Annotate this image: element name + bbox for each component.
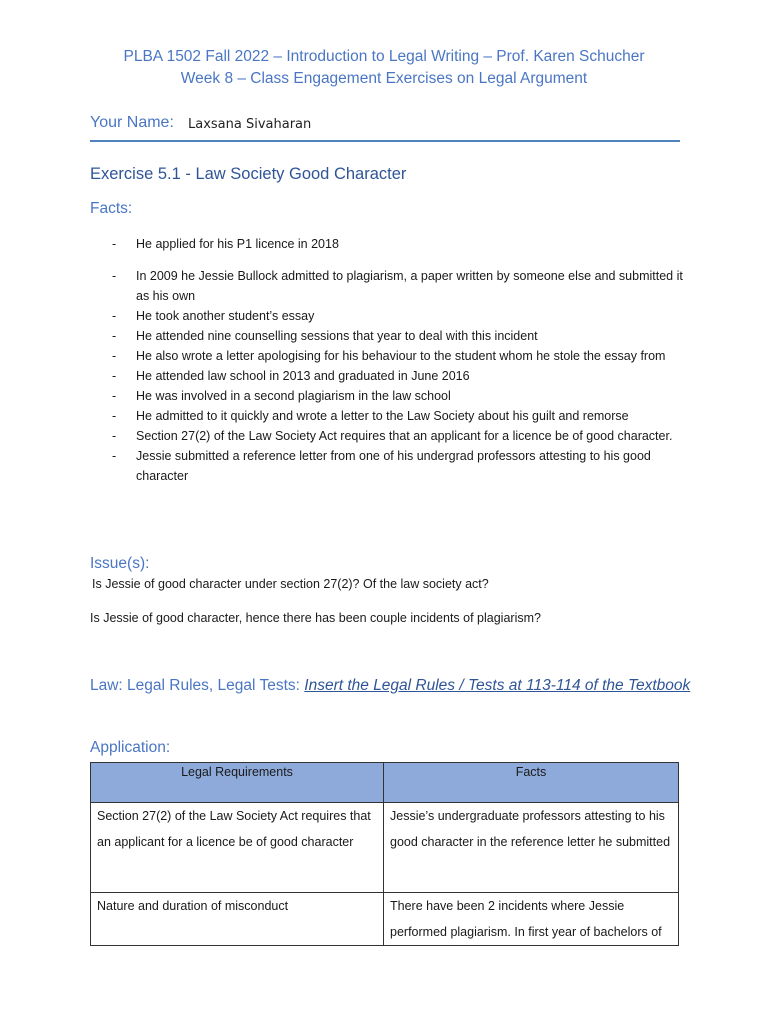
fact-item: - He applied for his P1 licence in 2018 (112, 234, 692, 254)
name-row (90, 114, 680, 142)
table-cell: Nature and duration of misconduct (91, 893, 384, 946)
issue-text-1: Is Jessie of good character under section 27(2)? Of the law society act? (92, 577, 489, 591)
application-table (90, 762, 679, 946)
fact-item: - He admitted to it quickly and wrote a letter to the Law Society about his guilt and remorse (112, 406, 692, 426)
table-cell: There have been 2 incidents where Jessie performed plagiarism. In first year of bachelors of (384, 893, 679, 946)
column-header-legal-requirements: Legal Requirements (91, 763, 384, 803)
header-week-line: Week 8 – Class Engagement Exercises on Legal Argument (180, 70, 588, 87)
fact-item: - Jessie submitted a reference letter from one of his undergrad professors attesting to his good character (112, 446, 692, 486)
fact-item: - He attended nine counselling sessions that year to deal with this incident (112, 326, 692, 346)
fact-item: - He was involved in a second plagiarism in the law school (112, 386, 692, 406)
law-heading (90, 677, 690, 695)
header-course-line: PLBA 1502 Fall 2022 – Introduction to Legal Writing – Prof. Karen Schucher (123, 48, 645, 65)
column-header-facts: Facts (384, 763, 679, 803)
exercise-title: Exercise 5.1 - Law Society Good Character (90, 165, 407, 183)
issues-heading: Issue(s): (90, 555, 150, 572)
table-row (91, 803, 679, 893)
name-label: Your Name: (90, 114, 174, 131)
application-heading: Application: (90, 739, 171, 756)
fact-item: - He took another student’s essay (112, 306, 692, 326)
law-label: Law: Legal Rules, Legal Tests: (90, 677, 305, 694)
table-cell: Jessie’s undergraduate professors attesting to his good character in the reference letter he submitted (384, 803, 679, 893)
facts-list (112, 234, 692, 486)
issue-text-2: Is Jessie of good character, hence there has been couple incidents of plagiarism? (90, 611, 541, 625)
table-row (91, 893, 679, 946)
table-cell: Section 27(2) of the Law Society Act requires that an applicant for a licence be of good character (91, 803, 384, 893)
fact-item: - He also wrote a letter apologising for his behaviour to the student whom he stole the essay from (112, 346, 692, 366)
fact-item: - In 2009 he Jessie Bullock admitted to plagiarism, a paper written by someone else and submitted it as his own (112, 266, 692, 306)
fact-item: - Section 27(2) of the Law Society Act requires that an applicant for a licence be of good character. (112, 426, 692, 446)
fact-item: - He attended law school in 2013 and graduated in June 2016 (112, 366, 692, 386)
name-value[interactable]: Laxsana Sivaharan (188, 117, 312, 132)
textbook-link[interactable]: Insert the Legal Rules / Tests at 113-114 of the Textbook (304, 677, 691, 694)
facts-heading: Facts: (90, 200, 133, 217)
